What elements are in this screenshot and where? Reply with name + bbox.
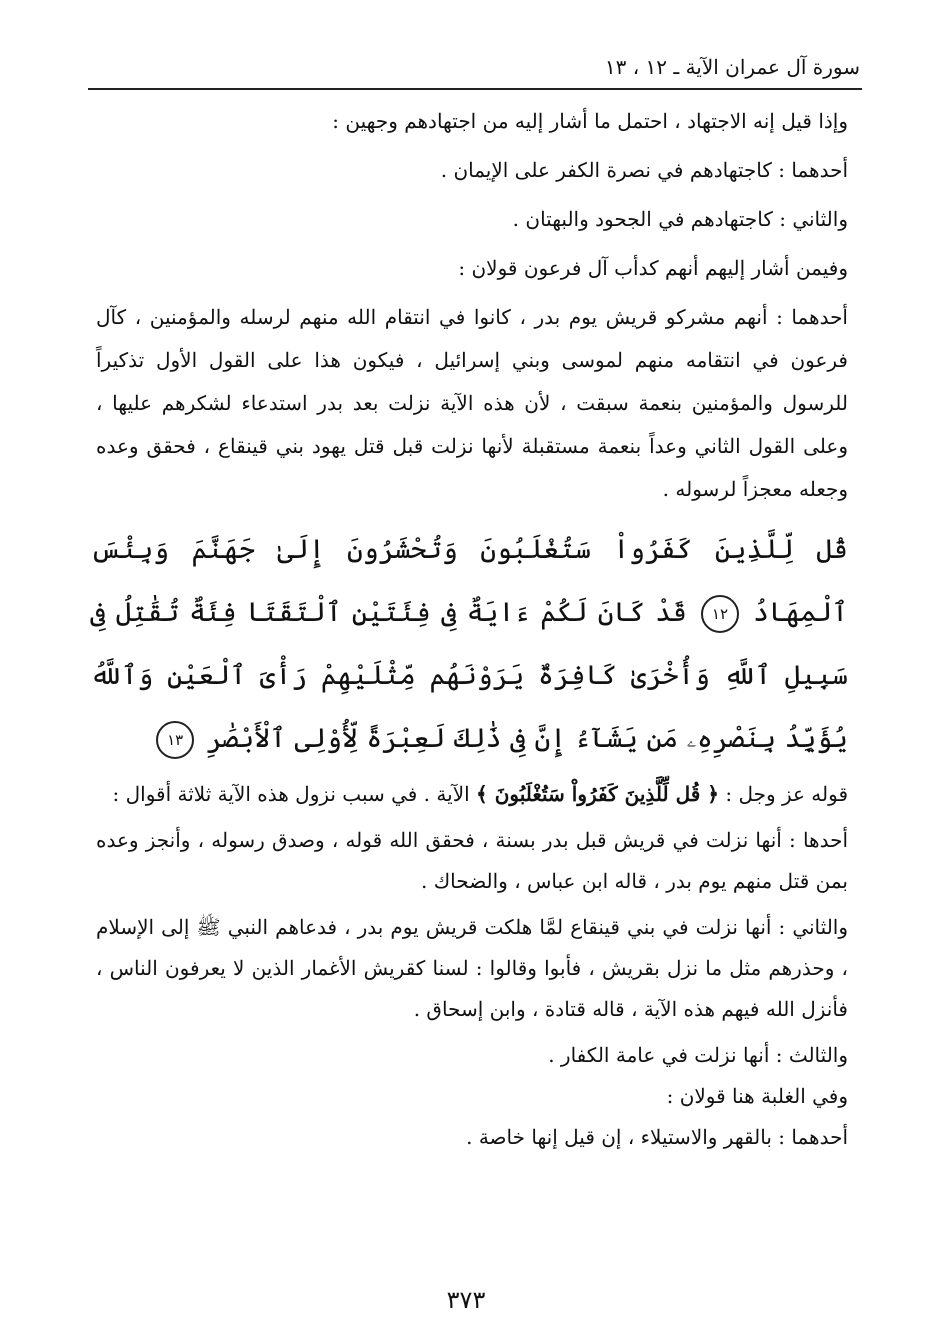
quran-passage [90, 518, 848, 770]
commentary-ghalaba-heading: وفي الغلبة هنا قولان : [666, 1084, 848, 1108]
quran-verses [90, 518, 848, 770]
running-title: سورة آل عمران الآية ـ ١٢ ، ١٣ [604, 55, 860, 79]
header-divider [88, 88, 862, 90]
verse-13-number: ١٣ [156, 721, 194, 759]
commentary-third-opinion: والثالث : أنها نزلت في عامة الكفار . [548, 1043, 848, 1067]
intro-paragraph: والثاني : كاجتهادهم في الجحود والبهتان . [512, 207, 848, 231]
intro-paragraph: وفيمن أشار إليهم أنهم كدأب آل فرعون قولان : [458, 256, 848, 280]
intro-paragraph: أحدهما : كاجتهادهم في نصرة الكفر على الإيمان . [440, 158, 848, 182]
opening-suffix: الآية . في سبب نزول هذه الآية ثلاثة أقوال : [112, 782, 470, 806]
commentary-section [96, 774, 848, 1163]
page-header [88, 50, 860, 84]
commentary-first-opinion: أحدها : أنها نزلت في قريش قبل بدر بسنة ، فحقق الله قوله ، وصدق رسوله ، وأنجز وعده بمن قتل منهم يوم بدر ، قاله ابن عباس ، والضحاك . [96, 828, 848, 893]
commentary-second-opinion: والثاني : أنها نزلت في بني قينقاع لمَّا هلكت قريش يوم بدر ، فدعاهم النبي ﷺ إلى الإسلام ، وحذرهم مثل ما نزل بقريش ، فأبوا وقالوا : لسنا كقريش الأغمار الذين لا يعرفون الناس ، فأنزل الله فيهم هذه الآية ، قاله قتادة ، وابن إسحاق . [96, 915, 848, 1021]
commentary-ghalaba-first: أحدهما : بالقهر والاستيلاء ، إن قيل إنها خاصة . [466, 1125, 848, 1149]
page-number: ٣٧٣ [446, 1286, 486, 1314]
commentary-opening [96, 774, 848, 815]
verse-12-number: ١٢ [701, 595, 739, 633]
intro-section [96, 100, 848, 517]
intro-paragraph: أحدهما : أنهم مشركو قريش يوم بدر ، كانوا في انتقام الله منهم لرسله والمؤمنين ، كآل فرعون في انتقامه منهم لموسى وبني إسرائيل ، فيكون هذا على القول الأول تذكيراً للرسول والمؤمنين بنعمة سبقت ، لأن هذه الآية نزلت بعد بدر استدعاء لشكرهم عليها ، وعلى القول الثاني وعداً بنعمة مستقبلة لأنها نزلت قبل قتل يهود بني قينقاع ، فحقق وعده وجعله معجزاً لرسوله . [96, 305, 848, 501]
intro-paragraph: وإذا قيل إنه الاجتهاد ، احتمل ما أشار إليه من اجتهادهم وجهين : [332, 109, 848, 133]
verse-12-text: قُل لِّلَّذِينَ كَفَرُواْ سَتُغْلَبُونَ وَتُحْشَرُونَ إِلَىٰ جَهَنَّمَ وَبِئْسَ ٱلْمِهَادُ [90, 534, 848, 628]
verse-13-text: قَدْ كَانَ لَكُمْ ءَايَةٌ فِى فِئَتَيْنِ ٱلْتَقَتَا فِئَةٌ تُقَٰتِلُ فِى سَبِيلِ ٱللَّهِ وَأُخْرَىٰ كَافِرَةٌ يَرَوْنَهُم مِّثْلَيْهِمْ رَأْىَ ٱلْعَيْنِ وَٱللَّهُ يُؤَيِّدُ بِنَصْرِهِۦ مَن يَشَآءُ إِنَّ فِى ذَٰلِكَ لَعِبْرَةً لِّأُوْلِى ٱلْأَبْصَٰرِ [90, 597, 848, 754]
opening-prefix: قوله عز وجل : [725, 782, 848, 806]
quoted-verse: ﴿ قُل لِّلَّذِينَ كَفَرُواْ سَتُغْلَبُونَ ﴾ [476, 782, 719, 806]
